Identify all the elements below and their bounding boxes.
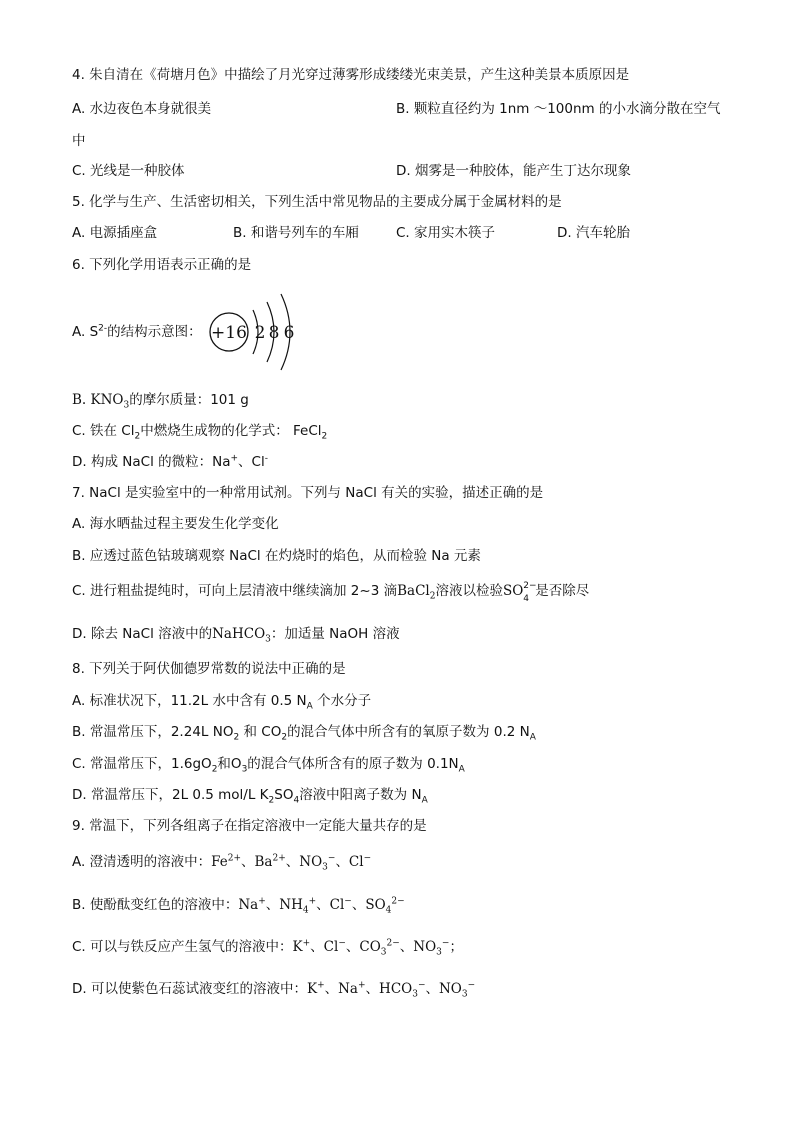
q7-d-sub: 3 xyxy=(265,634,271,645)
q8-b-sub2: 2 xyxy=(281,732,288,743)
ion-charge: + xyxy=(302,938,311,949)
ion: K xyxy=(292,939,303,955)
q8-d-text: D. 常温常压下，2L 0.5 mol/L K xyxy=(72,787,269,803)
ion-sub: 3 xyxy=(412,989,418,1000)
q9-a-ions xyxy=(211,853,372,873)
q9-option-d xyxy=(72,980,475,998)
q8-c-post: 的混合气体所含有的原子数为 0.1N xyxy=(247,756,459,772)
q8-d-sub: 2 xyxy=(268,795,275,806)
ion-sub: 3 xyxy=(380,947,387,958)
nucleus-charge: +16 xyxy=(211,323,247,343)
q6-b-pre: B. KNO xyxy=(72,392,124,408)
q8-option-a xyxy=(72,692,371,710)
q7-stem: 7. NaCl 是实验室中的一种常用试剂。下列与 NaCl 有关的实验，描述正确的是 xyxy=(72,485,544,501)
ion-charge: − xyxy=(417,980,426,991)
ion-charge: 2+ xyxy=(227,853,241,864)
ion: 、SO xyxy=(351,897,386,913)
q4-option-a: A. 水边夜色本身就很美 xyxy=(72,101,212,117)
q8-c-sub2: 3 xyxy=(241,764,248,775)
ion-charge: − xyxy=(327,853,336,864)
q9-stem: 9. 常温下，下列各组离子在指定溶液中一定能大量共存的是 xyxy=(72,818,427,834)
sulfur-ion-structure-diagram xyxy=(205,292,315,372)
shell-3-electrons: 6 xyxy=(283,323,295,343)
q7-d-post: ：加适量 NaOH 溶液 xyxy=(270,626,400,642)
ion-charge: 2− xyxy=(386,938,400,949)
q8-a-text: A. 标准状况下，11.2L 水中含有 0.5 N xyxy=(72,693,307,709)
q8-c-text: C. 常温常压下，1.6gO xyxy=(72,756,212,772)
q6-option-d xyxy=(72,453,268,471)
q9-b-pre: B. 使酚酞变红色的溶液中： xyxy=(72,897,239,913)
q8-a-post: 个水分子 xyxy=(312,693,372,709)
ion: 、Na xyxy=(324,981,358,997)
shell-2-electrons: 8 xyxy=(268,323,280,343)
q7-d-pre: D. 除去 NaCl 溶液中的 xyxy=(72,626,213,642)
ion: 、HCO xyxy=(365,981,413,997)
q7-option-a: A. 海水晒盐过程主要发生化学变化 xyxy=(72,516,279,532)
q7-c-sub: 2 xyxy=(429,591,436,602)
q7-option-d xyxy=(72,625,400,643)
q9-option-c xyxy=(72,938,463,956)
q8-d-sub2: 4 xyxy=(293,795,300,806)
ion-charge: 2+ xyxy=(272,853,286,864)
q7-d-chem: NaHCO xyxy=(212,626,266,642)
q6-b-post: 的摩尔质量：101 g xyxy=(129,392,249,408)
q6-c-mid: 中燃烧生成物的化学式： FeCl xyxy=(140,423,322,439)
q9-a-pre: A. 澄清透明的溶液中： xyxy=(72,854,212,870)
q7-c-ion-script xyxy=(523,581,537,604)
q8-option-c xyxy=(72,755,465,773)
q4-option-b-cont: 中 xyxy=(72,133,86,149)
q7-c-chem: BaCl xyxy=(397,583,430,599)
q8-stem: 8. 下列关于阿伏伽德罗常数的说法中正确的是 xyxy=(72,661,346,677)
q8-option-d xyxy=(72,786,428,804)
ion: 、Cl xyxy=(335,854,364,870)
q8-b-mid: 和 CO xyxy=(239,724,282,740)
q5-option-a: A. 电源插座盒 xyxy=(72,225,158,241)
q8-a-sub: A xyxy=(306,701,313,712)
ion: 、Cl xyxy=(310,939,339,955)
ion-charge: − xyxy=(441,938,450,949)
ion-charge: − xyxy=(467,980,476,991)
q8-c-sub3: A xyxy=(458,764,465,775)
q7-c-ion-sub: 4 xyxy=(523,594,530,604)
q8-c-sub: 2 xyxy=(211,764,218,775)
ion: K xyxy=(306,981,318,997)
ion-sub: 3 xyxy=(461,989,468,1000)
ion-charge: 2− xyxy=(391,896,405,907)
q7-c-pre: C. 进行粗盐提纯时，可向上层清液中继续滴加 2~3 滴 xyxy=(72,583,398,599)
q5-option-b: B. 和谐号列车的车厢 xyxy=(233,225,359,241)
q9-c-ions xyxy=(292,938,463,958)
ion-charge: − xyxy=(363,853,372,864)
ion: 、Cl xyxy=(316,897,345,913)
q6-c-sub: 2 xyxy=(134,431,141,442)
ion-charge: + xyxy=(308,896,317,907)
q9-c-pre: C. 可以与铁反应产生氢气的溶液中： xyxy=(72,939,293,955)
ion: 、NH xyxy=(265,897,303,913)
ion: 、NO xyxy=(399,939,437,955)
ion-sub: 4 xyxy=(302,905,309,916)
ion-charge: − xyxy=(344,896,352,907)
q8-b-text: B. 常温常压下，2.24L NO xyxy=(72,724,234,740)
ion-charge: + xyxy=(258,896,266,907)
q5-option-c: C. 家用实木筷子 xyxy=(396,225,496,241)
q6-stem: 6. 下列化学用语表示正确的是 xyxy=(72,257,252,273)
q8-b-post: 的混合气体中所含有的氧原子数为 0.2 N xyxy=(287,724,530,740)
q6-a-prefix: A. S xyxy=(72,324,99,340)
q5-stem: 5. 化学与生产、生活密切相关，下列生活中常见物品的主要成分属于金属材料的是 xyxy=(72,194,562,210)
q4-option-d: D. 烟雾是一种胶体，能产生丁达尔现象 xyxy=(396,163,631,179)
ion-charge: − xyxy=(338,938,346,949)
q7-c-ion-sup: 2− xyxy=(523,581,537,591)
q4-option-c: C. 光线是一种胶体 xyxy=(72,163,185,179)
ion: Na xyxy=(238,897,259,913)
ion: 、NO xyxy=(425,981,462,997)
ion-separator: ； xyxy=(449,939,463,955)
q7-option-c xyxy=(72,581,590,604)
q6-b-sub: 3 xyxy=(123,400,130,411)
q7-c-post: 是否除尽 xyxy=(535,583,590,599)
q8-d-mid: SO xyxy=(274,787,294,803)
q4-option-b: B. 颗粒直径约为 1nm ～100nm 的小水滴分散在空气 xyxy=(396,101,721,117)
q7-c-ion: SO xyxy=(502,583,524,599)
q6-c-pre: C. 铁在 Cl xyxy=(72,423,135,439)
q9-b-ions xyxy=(238,896,405,916)
ion-charge: + xyxy=(358,980,366,991)
q6-d-mid: 、Cl xyxy=(238,454,265,470)
q7-option-b: B. 应透过蓝色钴玻璃观察 NaCl 在灼烧时的焰色，从而检验 Na 元素 xyxy=(72,548,481,564)
q9-d-pre: D. 可以使紫色石蕊试液变红的溶液中： xyxy=(72,981,307,997)
q6-d-pre: D. 构成 NaCl 的微粒：Na xyxy=(72,454,231,470)
q8-option-b xyxy=(72,723,536,741)
q7-c-mid: 溶液以检验 xyxy=(435,583,503,599)
q6-option-a xyxy=(72,323,202,341)
ion-sub: 3 xyxy=(436,947,442,958)
ion: 、NO xyxy=(285,854,323,870)
q8-d-sub3: A xyxy=(421,795,428,806)
ion: 、CO xyxy=(345,939,381,955)
ion-sub: 3 xyxy=(322,862,328,873)
q6-a-charge: 2- xyxy=(98,323,108,334)
q6-option-c xyxy=(72,422,327,440)
q6-d-sup2: - xyxy=(264,453,268,464)
q6-c-sub2: 2 xyxy=(321,431,328,442)
q8-b-sub3: A xyxy=(529,732,536,743)
q6-a-suffix: 的结构示意图： xyxy=(107,324,202,340)
ion-sub: 4 xyxy=(385,905,392,916)
q4-stem: 4. 朱自清在《荷塘月色》中描绘了月光穿过薄雾形成缕缕光束美景，产生这种美景本质原因是 xyxy=(72,67,630,83)
q8-d-post: 溶液中阳离子数为 N xyxy=(299,787,422,803)
q8-b-sub: 2 xyxy=(233,732,240,743)
q8-c-mid: 和O xyxy=(217,756,242,772)
ion-charge: + xyxy=(317,980,325,991)
ion: 、Ba xyxy=(241,854,273,870)
q6-d-sup: + xyxy=(230,453,239,464)
q9-option-b xyxy=(72,896,405,914)
q6-option-b xyxy=(72,391,249,409)
shell-1-electrons: 2 xyxy=(254,323,266,343)
q5-option-d: D. 汽车轮胎 xyxy=(557,225,630,241)
q9-d-ions xyxy=(306,980,476,1000)
q9-option-a xyxy=(72,853,371,871)
ion: Fe xyxy=(211,854,228,870)
